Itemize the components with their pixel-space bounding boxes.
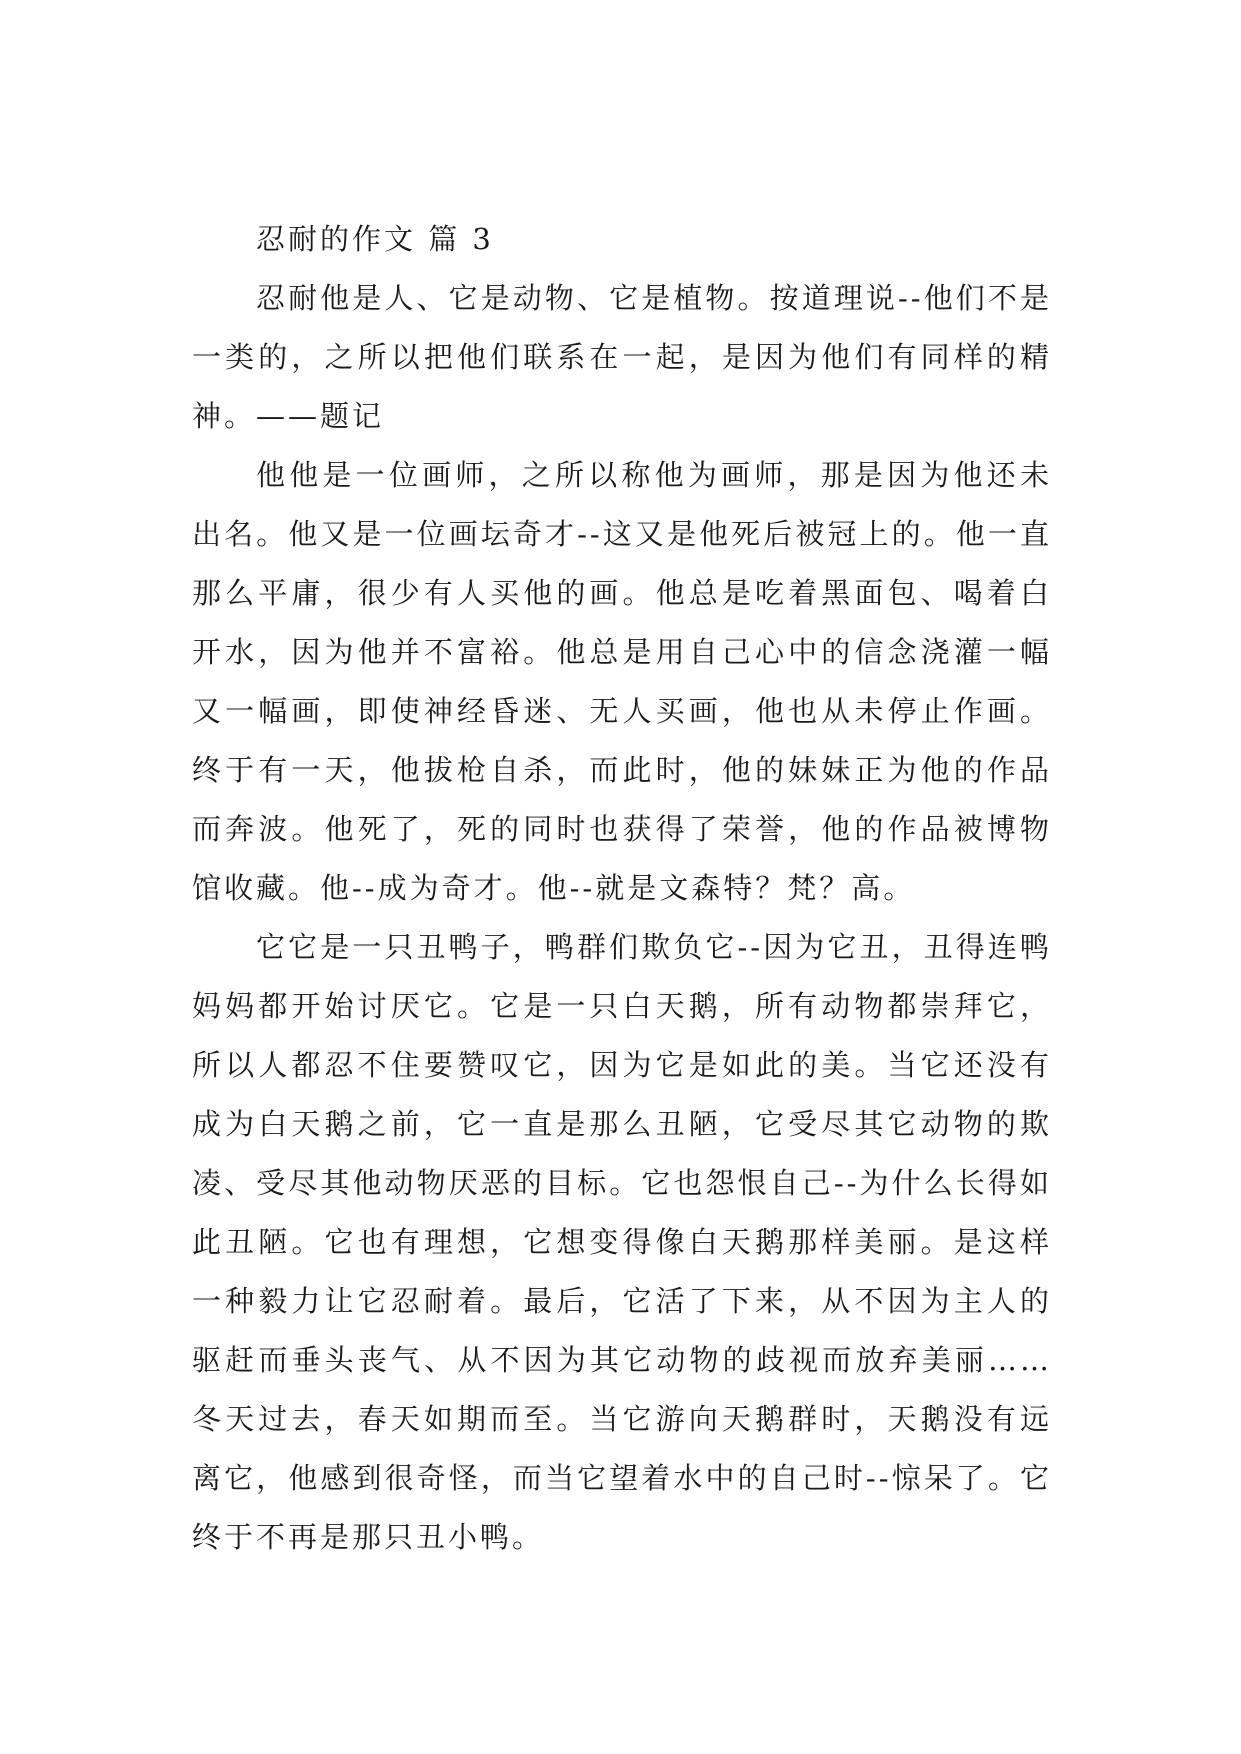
paragraph-duckling: 它它是一只丑鸭子，鸭群们欺负它--因为它丑，丑得连鸭妈妈都开始讨厌它。它是一只白天鹅，所有动物都崇拜它，所以人都忍不住要赞叹它，因为它是如此的美。当它还没有成为白天鹅之前，它一直是那么丑陋，它受尽其它动物的欺凌、受尽其他动物厌恶的目标。它也怨恨自己--为什么长得如此丑陋。它也有理想，它想变得像白天鹅那样美丽。是这样一种毅力让它忍耐着。最后，它活了下来，从不因为主人的驱赶而垂头丧气、从不因为其它动物的歧视而放弃美丽……冬天过去，春天如期而至。当它游向天鹅群时，天鹅没有远离它，他感到很奇怪，而当它望着水中的自己时--惊呆了。它终于不再是那只丑小鸭。 [192,930,1052,1554]
paragraph-epigraph: 忍耐他是人、它是动物、它是植物。按道理说--他们不是一类的，之所以把他们联系在一起，是因为他们有同样的精神。——题记 [192,281,1052,433]
paragraph-painter: 他他是一位画师，之所以称他为画师，那是因为他还未出名。他又是一位画坛奇才--这又是他死后被冠上的。他一直那么平庸，很少有人买他的画。他总是吃着黑面包、喝着白开水，因为他并不富裕。他总是用自己心中的信念浇灌一幅又一幅画，即使神经昏迷、无人买画，他也从未停止作画。终于有一天，他拔枪自杀，而此时，他的妹妹正为他的作品而奔波。他死了，死的同时也获得了荣誉，他的作品被博物馆收藏。他--成为奇才。他--就是文森特？梵？高。 [192,458,1052,905]
essay-heading: 忍耐的作文 篇 3 [256,222,494,256]
document-body [192,210,1052,1567]
